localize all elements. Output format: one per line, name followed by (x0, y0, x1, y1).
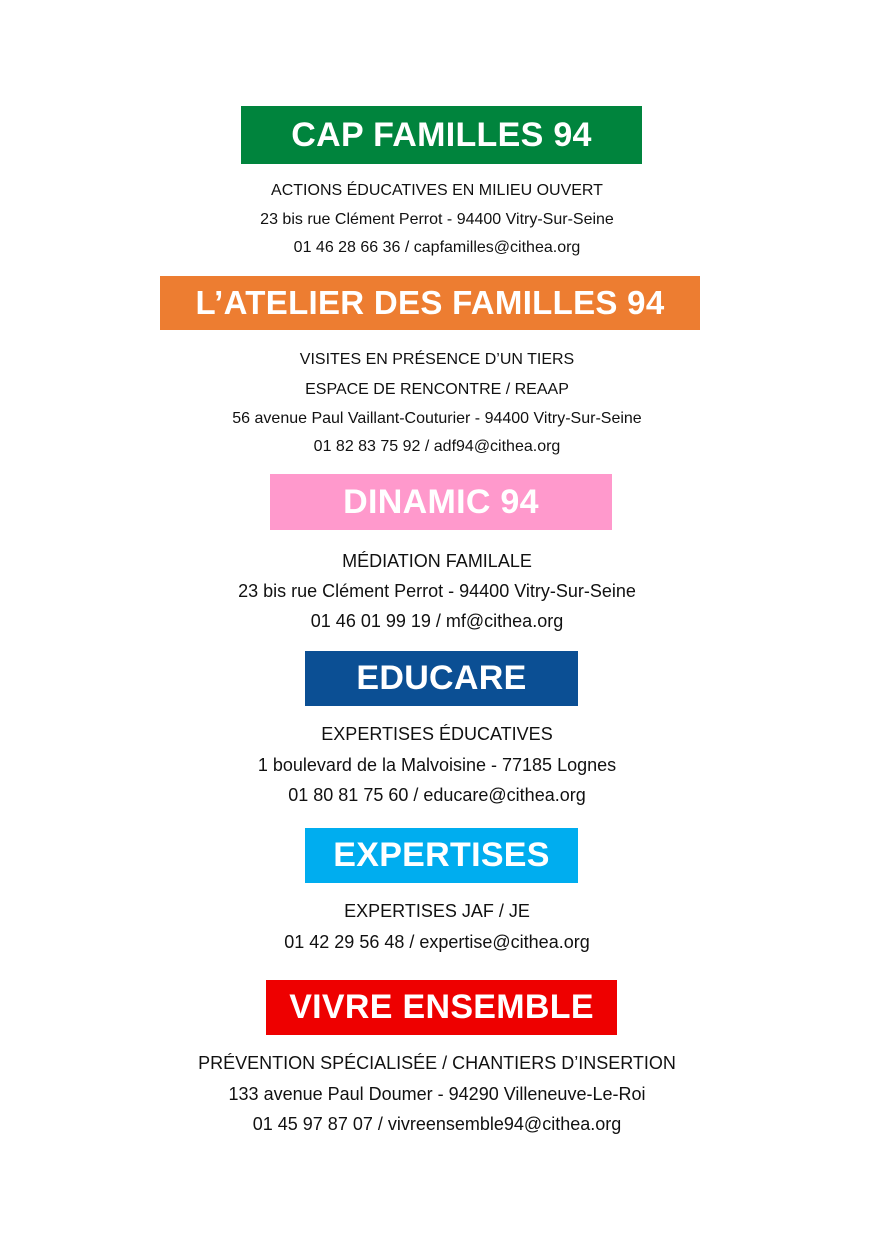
banner-dinamic-94: DINAMIC 94 (270, 474, 612, 530)
dinamic-contact-line: 01 46 01 99 19 / mf@cithea.org (310, 611, 564, 631)
vivre-ensemble-contact-line: 01 45 97 87 07 / vivreensemble94@cithea.org (252, 1114, 622, 1134)
dinamic-address-line: 23 bis rue Clément Perrot - 94400 Vitry-Sur-Seine (238, 581, 636, 601)
cap-familles-service-line: ACTIONS ÉDUCATIVES EN MILIEU OUVERT (271, 182, 603, 199)
atelier-contact-line: 01 82 83 75 92 / adf94@cithea.org (313, 438, 561, 455)
expertises-service-line: EXPERTISES JAF / JE (344, 901, 530, 921)
educare-address-line: 1 boulevard de la Malvoisine - 77185 Lognes (257, 755, 617, 775)
educare-service-line: EXPERTISES ÉDUCATIVES (321, 724, 553, 744)
banner-atelier-des-familles-94: L’ATELIER DES FAMILLES 94 (160, 276, 700, 330)
expertises-contact-line: 01 42 29 56 48 / expertise@cithea.org (284, 932, 590, 952)
atelier-service-line-2: ESPACE DE RENCONTRE / REAAP (305, 381, 569, 398)
vivre-ensemble-service-line: PRÉVENTION SPÉCIALISÉE / CHANTIERS D’INSERTION (198, 1053, 676, 1073)
cap-familles-contact-line: 01 46 28 66 36 / capfamilles@cithea.org (293, 239, 581, 256)
atelier-service-line-1: VISITES EN PRÉSENCE D’UN TIERS (299, 351, 575, 368)
dinamic-service-line: MÉDIATION FAMILALE (342, 551, 532, 571)
cap-familles-address-line: 23 bis rue Clément Perrot - 94400 Vitry-Sur-Seine (260, 211, 614, 228)
vivre-ensemble-address-line: 133 avenue Paul Doumer - 94290 Villeneuve-Le-Roi (228, 1084, 646, 1104)
banner-expertises: EXPERTISES (305, 828, 578, 883)
atelier-address-line: 56 avenue Paul Vaillant-Couturier - 94400 Vitry-Sur-Seine (232, 410, 642, 427)
banner-educare: EDUCARE (305, 651, 578, 706)
banner-cap-familles-94: CAP FAMILLES 94 (241, 106, 642, 164)
educare-contact-line: 01 80 81 75 60 / educare@cithea.org (288, 785, 586, 805)
banner-vivre-ensemble: VIVRE ENSEMBLE (266, 980, 617, 1035)
